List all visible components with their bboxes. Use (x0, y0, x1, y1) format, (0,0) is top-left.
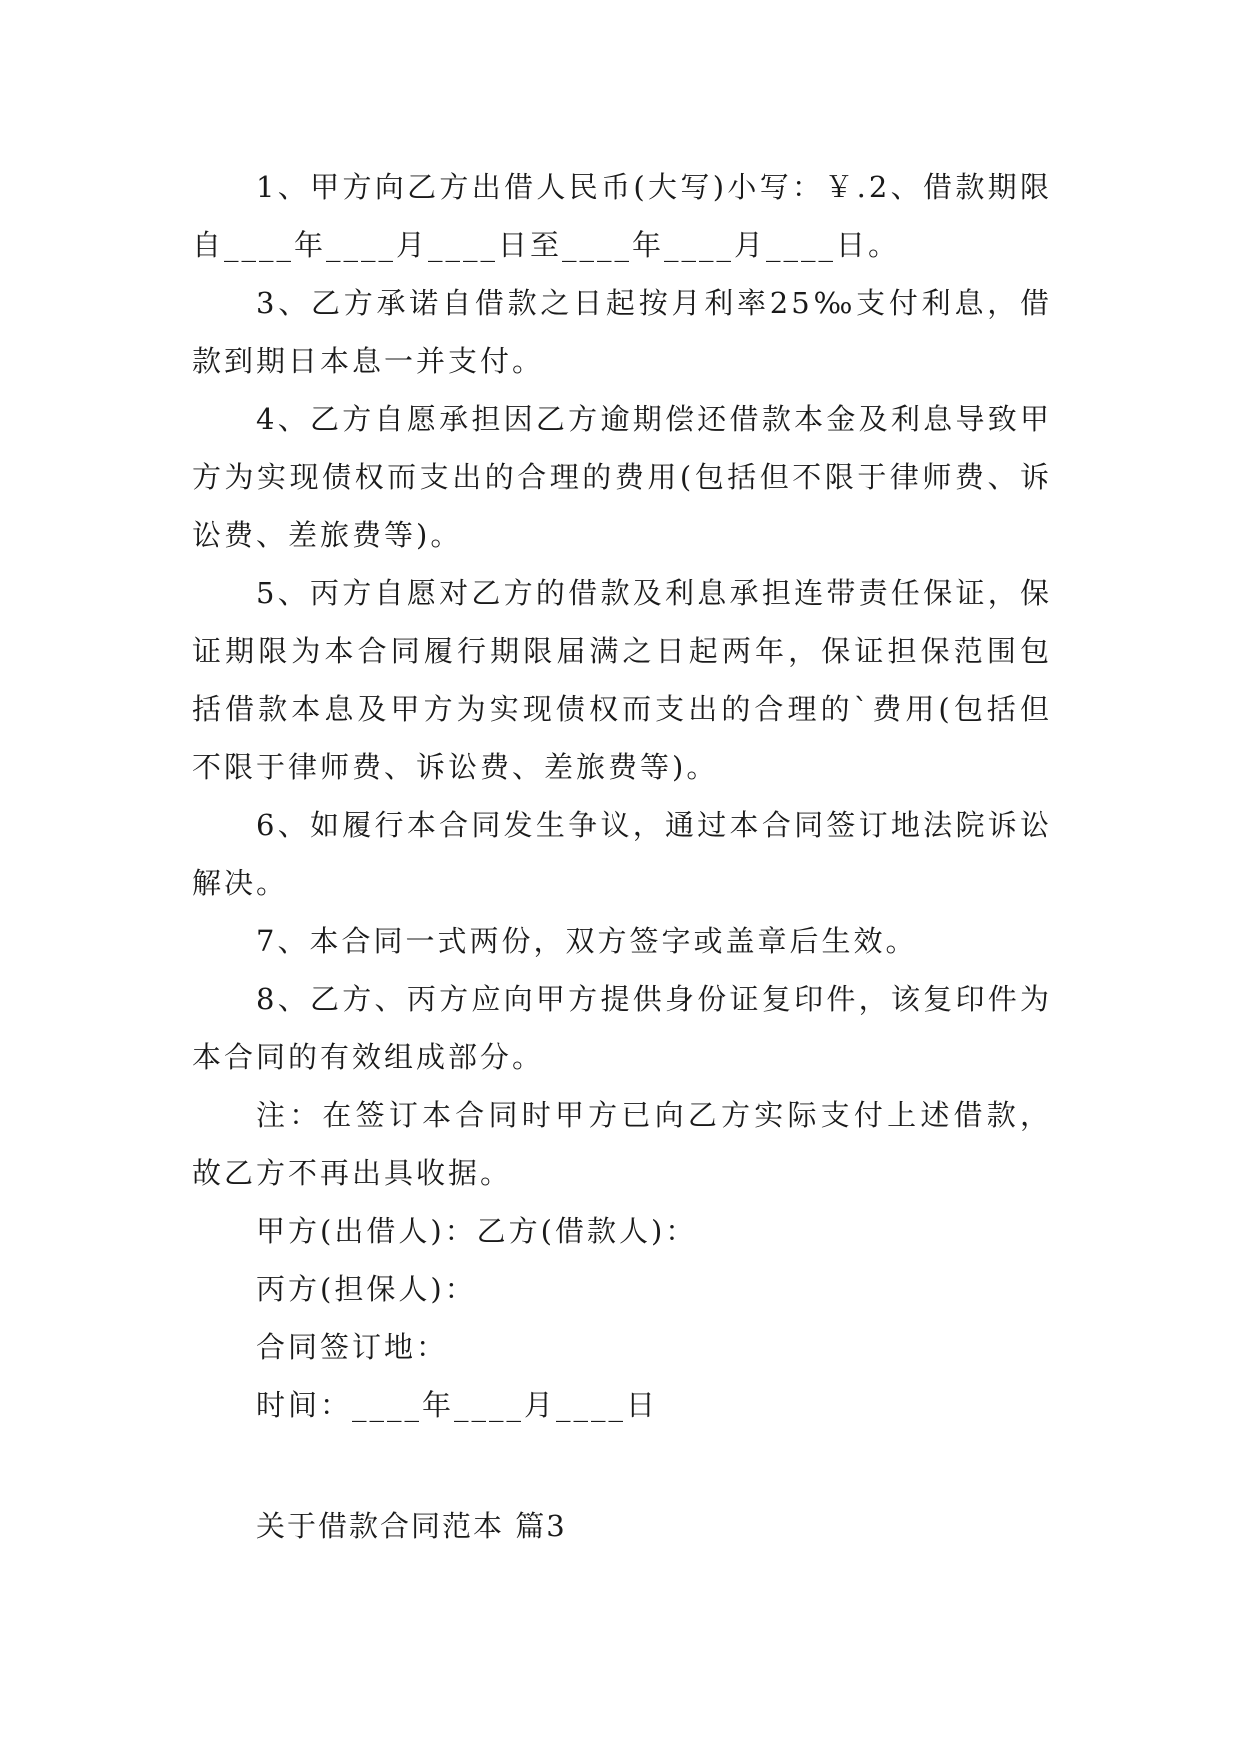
signature-guarantor: 丙方(担保人)： (256, 1272, 477, 1306)
clause-4: 4、乙方自愿承担因乙方逾期偿还借款本金及利息导致甲方为实现债权而支出的合理的费用(包括但不限于律师费、诉讼费、差旅费等)。 (192, 402, 1052, 552)
signature-lender-borrower: 甲方(出借人)：乙方(借款人)： (256, 1214, 698, 1248)
clause-8: 8、乙方、丙方应向甲方提供身份证复印件，该复印件为本合同的有效组成部分。 (192, 982, 1052, 1074)
signing-date: 时间：____年____月____日 (256, 1388, 659, 1422)
document-body (192, 158, 1052, 1434)
clause-3: 3、乙方承诺自借款之日起按月利率25‰支付利息，借款到期日本息一并支付。 (192, 286, 1052, 378)
clause-6: 6、如履行本合同发生争议，通过本合同签订地法院诉讼解决。 (192, 808, 1052, 900)
clause-5: 5、丙方自愿对乙方的借款及利息承担连带责任保证，保证期限为本合同履行期限届满之日起两年，保证担保范围包括借款本息及甲方为实现债权而支出的合理的`费用(包括但不限于律师费、诉讼费、差旅费等)。 (192, 576, 1052, 784)
clause-7: 7、本合同一式两份，双方签字或盖章后生效。 (256, 924, 918, 958)
section-heading: 关于借款合同范本 篇3 (256, 1509, 567, 1543)
note: 注：在签订本合同时甲方已向乙方实际支付上述借款，故乙方不再出具收据。 (192, 1098, 1052, 1190)
clause-1-2: 1、甲方向乙方出借人民币(大写)小写：￥.2、借款期限自____年____月____日至____年____月____日。 (192, 170, 1052, 262)
signing-place: 合同签订地： (256, 1330, 449, 1364)
